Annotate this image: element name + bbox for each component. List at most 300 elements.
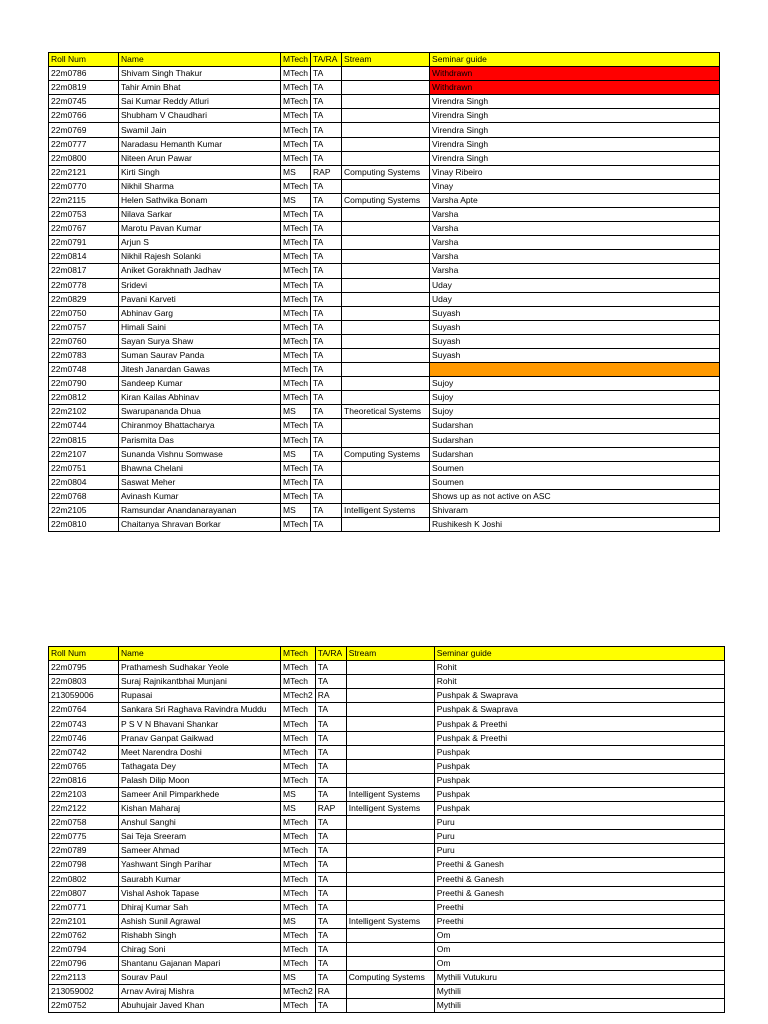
header-row	[49, 53, 720, 67]
cell-stream	[342, 461, 430, 475]
cell-guide: Varsha	[430, 208, 720, 222]
cell-mtech: MTech	[281, 95, 311, 109]
table-body	[49, 661, 725, 1013]
cell-stream	[346, 703, 434, 717]
cell-guide: Pushpak & Swaprava	[434, 689, 724, 703]
cell-guide: Virendra Singh	[430, 151, 720, 165]
cell-tara: TA	[315, 703, 346, 717]
cell-name: Suman Saurav Panda	[119, 348, 281, 362]
cell-name: Tahir Amin Bhat	[119, 81, 281, 95]
cell-name: Kiran Kailas Abhinav	[119, 391, 281, 405]
table-row	[49, 504, 720, 518]
cell-stream	[346, 858, 434, 872]
cell-mtech: MS	[281, 447, 311, 461]
table-row	[49, 971, 725, 985]
cell-name: Abuhujair Javed Khan	[119, 999, 281, 1013]
cell-name: Niteen Arun Pawar	[119, 151, 281, 165]
table-row	[49, 222, 720, 236]
cell-stream	[342, 348, 430, 362]
cell-name: Ramsundar Anandanarayanan	[119, 504, 281, 518]
table-row	[49, 717, 725, 731]
cell-mtech: MTech	[281, 250, 311, 264]
cell-tara: TA	[315, 675, 346, 689]
cell-roll: 22m0790	[49, 377, 119, 391]
cell-roll: 22m0819	[49, 81, 119, 95]
cell-tara: TA	[315, 886, 346, 900]
cell-guide: Rushikesh K Joshi	[430, 518, 720, 532]
cell-stream	[346, 661, 434, 675]
cell-guide: Virendra Singh	[430, 137, 720, 151]
cell-tara: TA	[315, 914, 346, 928]
cell-name: Sandeep Kumar	[119, 377, 281, 391]
cell-stream	[342, 236, 430, 250]
cell-name: Abhinav Garg	[119, 306, 281, 320]
cell-stream	[342, 208, 430, 222]
cell-mtech: MTech	[281, 363, 311, 377]
cell-stream: Theoretical Systems	[342, 405, 430, 419]
table-row	[49, 320, 720, 334]
cell-tara: RAP	[315, 802, 346, 816]
cell-stream	[346, 942, 434, 956]
cell-mtech: MTech	[281, 81, 311, 95]
cell-tara: TA	[315, 731, 346, 745]
header-name: Name	[119, 647, 281, 661]
cell-tara: TA	[311, 433, 342, 447]
cell-stream: Computing Systems	[342, 193, 430, 207]
cell-tara: TA	[315, 759, 346, 773]
cell-guide: Suyash	[430, 334, 720, 348]
cell-mtech: MS	[281, 971, 316, 985]
cell-mtech: MTech	[281, 928, 316, 942]
cell-tara: RAP	[311, 165, 342, 179]
table-row	[49, 900, 725, 914]
cell-stream	[342, 109, 430, 123]
cell-roll: 22m0804	[49, 475, 119, 489]
cell-mtech: MS	[281, 193, 311, 207]
cell-mtech: MTech	[281, 348, 311, 362]
cell-mtech: MTech	[281, 391, 311, 405]
table-row	[49, 489, 720, 503]
cell-stream	[346, 872, 434, 886]
table-row	[49, 999, 725, 1013]
cell-mtech: MS	[281, 405, 311, 419]
cell-guide: Pushpak	[434, 759, 724, 773]
cell-name: Sameer Anil Pimparkhede	[119, 787, 281, 801]
cell-mtech: MTech	[281, 334, 311, 348]
cell-tara: RA	[315, 985, 346, 999]
cell-mtech: MTech	[281, 475, 311, 489]
cell-tara: TA	[311, 363, 342, 377]
table-row	[49, 816, 725, 830]
cell-guide: Sujoy	[430, 405, 720, 419]
cell-mtech: MS	[281, 787, 316, 801]
cell-mtech: MTech	[281, 461, 311, 475]
cell-name: Himali Saini	[119, 320, 281, 334]
cell-name: Swamil Jain	[119, 123, 281, 137]
cell-mtech: MTech	[281, 67, 311, 81]
cell-guide: Varsha	[430, 236, 720, 250]
cell-name: Kishan Maharaj	[119, 802, 281, 816]
cell-stream: Intelligent Systems	[346, 787, 434, 801]
cell-roll: 22m0816	[49, 773, 119, 787]
cell-roll: 22m2122	[49, 802, 119, 816]
cell-mtech: MTech	[281, 123, 311, 137]
cell-name: Chaitanya Shravan Borkar	[119, 518, 281, 532]
table-row	[49, 759, 725, 773]
cell-guide: Virendra Singh	[430, 123, 720, 137]
cell-stream	[346, 830, 434, 844]
cell-stream	[342, 433, 430, 447]
cell-stream: Computing Systems	[346, 971, 434, 985]
cell-mtech: MTech	[281, 661, 316, 675]
cell-stream	[342, 137, 430, 151]
cell-stream	[342, 419, 430, 433]
cell-stream: Intelligent Systems	[346, 914, 434, 928]
cell-roll: 22m0767	[49, 222, 119, 236]
cell-stream	[342, 320, 430, 334]
cell-name: Ashish Sunil Agrawal	[119, 914, 281, 928]
cell-stream	[342, 278, 430, 292]
cell-name: Sayan Surya Shaw	[119, 334, 281, 348]
table-row	[49, 236, 720, 250]
cell-tara: TA	[315, 717, 346, 731]
table-row	[49, 914, 725, 928]
cell-tara: TA	[315, 858, 346, 872]
cell-guide: Virendra Singh	[430, 95, 720, 109]
table-row	[49, 886, 725, 900]
cell-guide: Rohit	[434, 675, 724, 689]
cell-mtech: MTech	[281, 320, 311, 334]
cell-mtech: MTech	[281, 675, 316, 689]
cell-stream	[346, 999, 434, 1013]
cell-mtech: MTech	[281, 377, 311, 391]
cell-name: Arnav Aviraj Mishra	[119, 985, 281, 999]
cell-roll: 22m0817	[49, 264, 119, 278]
header-stream: Stream	[342, 53, 430, 67]
cell-guide: Sujoy	[430, 377, 720, 391]
cell-guide: Sudarshan	[430, 433, 720, 447]
table-row	[49, 165, 720, 179]
cell-stream	[342, 123, 430, 137]
cell-name: Sridevi	[119, 278, 281, 292]
cell-roll: 22m0760	[49, 334, 119, 348]
cell-roll: 22m0791	[49, 236, 119, 250]
cell-name: Sankara Sri Raghava Ravindra Muddu	[119, 703, 281, 717]
cell-mtech: MTech	[281, 208, 311, 222]
cell-stream	[346, 773, 434, 787]
cell-guide	[430, 363, 720, 377]
cell-stream: Intelligent Systems	[342, 504, 430, 518]
cell-guide: Varsha	[430, 250, 720, 264]
cell-tara: TA	[311, 306, 342, 320]
cell-stream	[346, 844, 434, 858]
cell-stream	[342, 306, 430, 320]
cell-tara: TA	[311, 405, 342, 419]
cell-name: Marotu Pavan Kumar	[119, 222, 281, 236]
cell-name: Dhiraj Kumar Sah	[119, 900, 281, 914]
cell-roll: 22m0775	[49, 830, 119, 844]
table-row	[49, 773, 725, 787]
cell-tara: TA	[311, 391, 342, 405]
cell-stream	[346, 957, 434, 971]
cell-guide: Soumen	[430, 475, 720, 489]
cell-name: Sameer Ahmad	[119, 844, 281, 858]
cell-mtech: MTech	[281, 151, 311, 165]
cell-stream: Computing Systems	[342, 447, 430, 461]
cell-mtech: MTech	[281, 957, 316, 971]
cell-guide: Puru	[434, 830, 724, 844]
cell-name: Jitesh Janardan Gawas	[119, 363, 281, 377]
cell-stream	[346, 900, 434, 914]
cell-mtech: MS	[281, 802, 316, 816]
header-tara: TA/RA	[311, 53, 342, 67]
student-table-2	[48, 646, 725, 1013]
cell-guide: Pushpak	[434, 745, 724, 759]
table-row	[49, 306, 720, 320]
cell-tara: TA	[311, 377, 342, 391]
table-row	[49, 675, 725, 689]
cell-guide: Suyash	[430, 348, 720, 362]
cell-roll: 22m0752	[49, 999, 119, 1013]
cell-stream	[346, 886, 434, 900]
cell-tara: TA	[315, 830, 346, 844]
cell-roll: 22m0789	[49, 844, 119, 858]
cell-stream: Intelligent Systems	[346, 802, 434, 816]
cell-tara: TA	[311, 504, 342, 518]
cell-guide: Puru	[434, 844, 724, 858]
table-row	[49, 872, 725, 886]
cell-roll: 22m0746	[49, 731, 119, 745]
cell-guide: Sudarshan	[430, 447, 720, 461]
cell-tara: TA	[311, 264, 342, 278]
cell-name: Avinash Kumar	[119, 489, 281, 503]
table-row	[49, 250, 720, 264]
cell-guide: Varsha	[430, 222, 720, 236]
cell-name: Shubham V Chaudhari	[119, 109, 281, 123]
cell-stream	[346, 816, 434, 830]
header-guide: Seminar guide	[430, 53, 720, 67]
cell-guide: Vinay Ribeiro	[430, 165, 720, 179]
cell-name: Naradasu Hemanth Kumar	[119, 137, 281, 151]
cell-roll: 22m0815	[49, 433, 119, 447]
cell-name: Arjun S	[119, 236, 281, 250]
cell-roll: 22m0742	[49, 745, 119, 759]
cell-roll: 22m0798	[49, 858, 119, 872]
cell-name: Prathamesh Sudhakar Yeole	[119, 661, 281, 675]
cell-name: P S V N Bhavani Shankar	[119, 717, 281, 731]
cell-tara: TA	[315, 999, 346, 1013]
cell-name: Parismita Das	[119, 433, 281, 447]
cell-roll: 22m2113	[49, 971, 119, 985]
cell-tara: TA	[311, 334, 342, 348]
cell-mtech: MTech	[281, 858, 316, 872]
cell-guide: Preethi	[434, 914, 724, 928]
cell-stream	[342, 81, 430, 95]
table-row	[49, 179, 720, 193]
cell-tara: TA	[311, 208, 342, 222]
table-row	[49, 81, 720, 95]
cell-name: Sai Teja Sreeram	[119, 830, 281, 844]
cell-roll: 22m2107	[49, 447, 119, 461]
cell-name: Pranav Ganpat Gaikwad	[119, 731, 281, 745]
cell-roll: 22m0802	[49, 872, 119, 886]
cell-mtech: MTech	[281, 816, 316, 830]
cell-roll: 22m2103	[49, 787, 119, 801]
cell-mtech: MTech	[281, 731, 316, 745]
cell-mtech: MTech	[281, 745, 316, 759]
cell-tara: TA	[311, 461, 342, 475]
cell-name: Sunanda Vishnu Somwase	[119, 447, 281, 461]
cell-name: Chiranmoy Bhattacharya	[119, 419, 281, 433]
cell-mtech: MTech2	[281, 689, 316, 703]
cell-name: Meet Narendra Doshi	[119, 745, 281, 759]
header-roll: Roll Num	[49, 53, 119, 67]
cell-stream	[342, 250, 430, 264]
cell-mtech: MTech	[281, 703, 316, 717]
cell-name: Swarupananda Dhua	[119, 405, 281, 419]
cell-tara: TA	[311, 518, 342, 532]
cell-guide: Withdrawn	[430, 81, 720, 95]
cell-stream	[342, 489, 430, 503]
cell-tara: TA	[311, 109, 342, 123]
cell-mtech: MS	[281, 914, 316, 928]
cell-roll: 22m0771	[49, 900, 119, 914]
cell-tara: TA	[311, 123, 342, 137]
cell-tara: TA	[315, 942, 346, 956]
cell-roll: 22m0814	[49, 250, 119, 264]
cell-mtech: MTech	[281, 137, 311, 151]
cell-guide: Varsha	[430, 264, 720, 278]
cell-tara: TA	[315, 787, 346, 801]
cell-guide: Sudarshan	[430, 419, 720, 433]
cell-mtech: MTech	[281, 518, 311, 532]
cell-guide: Om	[434, 942, 724, 956]
cell-tara: RA	[315, 689, 346, 703]
cell-tara: TA	[311, 278, 342, 292]
cell-guide: Shows up as not active on ASC	[430, 489, 720, 503]
cell-tara: TA	[311, 179, 342, 193]
table-row	[49, 391, 720, 405]
cell-name: Anshul Sanghi	[119, 816, 281, 830]
cell-guide: Mythili	[434, 985, 724, 999]
cell-mtech: MTech	[281, 759, 316, 773]
cell-name: Shivam Singh Thakur	[119, 67, 281, 81]
table-row	[49, 363, 720, 377]
cell-tara: TA	[311, 193, 342, 207]
cell-stream	[342, 334, 430, 348]
cell-stream	[346, 731, 434, 745]
cell-mtech: MTech	[281, 419, 311, 433]
cell-roll: 22m0745	[49, 95, 119, 109]
cell-stream	[346, 675, 434, 689]
table-row	[49, 731, 725, 745]
cell-mtech: MTech	[281, 489, 311, 503]
cell-name: Bhawna Chelani	[119, 461, 281, 475]
cell-mtech: MTech	[281, 999, 316, 1013]
cell-name: Rupasai	[119, 689, 281, 703]
table-row	[49, 151, 720, 165]
table-row	[49, 661, 725, 675]
cell-stream	[342, 363, 430, 377]
cell-tara: TA	[315, 773, 346, 787]
cell-tara: TA	[315, 661, 346, 675]
cell-roll: 22m0743	[49, 717, 119, 731]
cell-guide: Mythili Vutukuru	[434, 971, 724, 985]
cell-name: Saswat Meher	[119, 475, 281, 489]
cell-roll: 213059006	[49, 689, 119, 703]
cell-mtech: MTech2	[281, 985, 316, 999]
cell-name: Sai Kumar Reddy Atluri	[119, 95, 281, 109]
cell-tara: TA	[311, 151, 342, 165]
cell-guide: Pushpak & Preethi	[434, 717, 724, 731]
cell-mtech: MTech	[281, 433, 311, 447]
cell-stream	[342, 377, 430, 391]
cell-stream	[342, 222, 430, 236]
table-row	[49, 461, 720, 475]
cell-roll: 22m2105	[49, 504, 119, 518]
cell-name: Vishal Ashok Tapase	[119, 886, 281, 900]
table-row	[49, 95, 720, 109]
cell-guide: Om	[434, 928, 724, 942]
table-row	[49, 405, 720, 419]
table-row	[49, 137, 720, 151]
cell-tara: TA	[311, 81, 342, 95]
cell-name: Nilava Sarkar	[119, 208, 281, 222]
cell-roll: 22m0794	[49, 942, 119, 956]
cell-stream	[342, 518, 430, 532]
table-row	[49, 928, 725, 942]
table-row	[49, 518, 720, 532]
cell-guide: Mythili	[434, 999, 724, 1013]
table-body	[49, 67, 720, 532]
cell-tara: TA	[315, 745, 346, 759]
cell-mtech: MTech	[281, 236, 311, 250]
cell-stream	[342, 67, 430, 81]
cell-tara: TA	[311, 250, 342, 264]
student-table-1	[48, 52, 720, 532]
cell-stream: Computing Systems	[342, 165, 430, 179]
cell-tara: TA	[311, 489, 342, 503]
table-row	[49, 208, 720, 222]
header-roll: Roll Num	[49, 647, 119, 661]
cell-roll: 22m0766	[49, 109, 119, 123]
cell-stream	[342, 179, 430, 193]
table-row	[49, 745, 725, 759]
header-guide: Seminar guide	[434, 647, 724, 661]
cell-guide: Withdrawn	[430, 67, 720, 81]
cell-roll: 22m0753	[49, 208, 119, 222]
cell-mtech: MTech	[281, 109, 311, 123]
cell-name: Kirti Singh	[119, 165, 281, 179]
cell-stream	[346, 745, 434, 759]
cell-name: Sourav Paul	[119, 971, 281, 985]
cell-tara: TA	[311, 67, 342, 81]
cell-guide: Virendra Singh	[430, 109, 720, 123]
cell-guide: Preethi & Ganesh	[434, 872, 724, 886]
table-row	[49, 377, 720, 391]
cell-stream	[342, 292, 430, 306]
cell-roll: 22m2115	[49, 193, 119, 207]
cell-tara: TA	[315, 900, 346, 914]
table-row	[49, 348, 720, 362]
cell-guide: Soumen	[430, 461, 720, 475]
cell-roll: 22m0770	[49, 179, 119, 193]
table-row	[49, 419, 720, 433]
cell-tara: TA	[315, 816, 346, 830]
cell-name: Aniket Gorakhnath Jadhav	[119, 264, 281, 278]
table-row	[49, 109, 720, 123]
cell-guide: Shivaram	[430, 504, 720, 518]
